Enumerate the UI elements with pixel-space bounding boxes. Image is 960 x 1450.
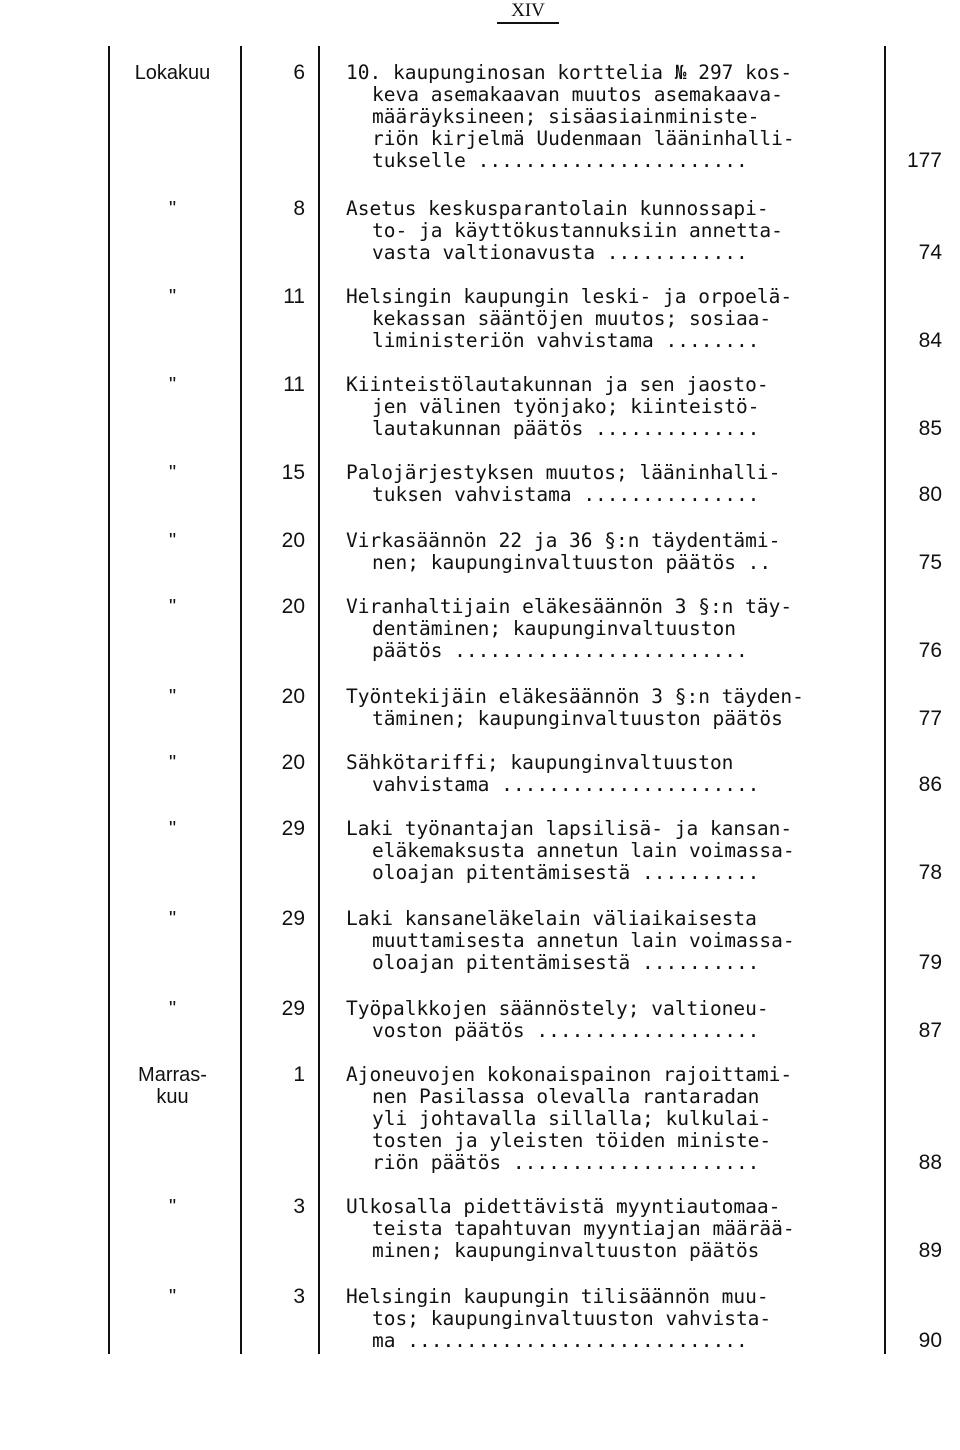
entry-line: Palojärjestyksen muutos; lääninhalli-	[346, 461, 781, 484]
entry-line: täminen; kaupunginvaltuuston päätös	[372, 707, 783, 730]
entry-text	[346, 1064, 876, 1174]
entry-month: "	[168, 686, 177, 708]
entry-line: vasta valtionavusta ............	[372, 241, 748, 264]
entry-day: 8	[293, 197, 305, 220]
entry-line: dentäminen; kaupunginvaltuuston	[372, 617, 736, 640]
entry-text	[346, 1286, 876, 1352]
entry-page-number: 80	[918, 483, 942, 506]
entry-page-number: 78	[918, 861, 942, 884]
entry-line: Työntekijäin eläkesäännön 3 §:n täyden-	[346, 685, 804, 708]
entry-month: Marras- kuu	[138, 1064, 207, 1108]
entry-month: "	[168, 374, 177, 396]
entry-line: yli johtavalla sillalla; kulkulai-	[372, 1107, 772, 1130]
entry-line: Helsingin kaupungin leski- ja orpoelä-	[346, 285, 793, 308]
entry-day: 11	[283, 373, 305, 396]
entry-page-number: 85	[918, 417, 942, 440]
entry-day: 20	[281, 751, 305, 774]
entry-line: vahvistama ......................	[372, 773, 760, 796]
entry-page-number: 75	[918, 551, 942, 574]
entry-text	[346, 462, 876, 506]
entry-page-number: 177	[906, 149, 942, 172]
entry-text	[346, 752, 876, 796]
entry-day: 29	[281, 907, 305, 930]
entry-month: "	[168, 462, 177, 484]
entry-month: Lokakuu	[134, 62, 211, 84]
entry-line: Ajoneuvojen kokonaispainon rajoittami-	[346, 1063, 793, 1086]
entry-line: Viranhaltijain eläkesäännön 3 §:n täy-	[346, 595, 793, 618]
entry-day: 1	[293, 1063, 305, 1086]
entry-line: lautakunnan päätös ..............	[372, 417, 760, 440]
day-entry-divider	[318, 46, 320, 1354]
entry-month: "	[168, 596, 177, 618]
entry-line: päätös .........................	[372, 639, 748, 662]
entry-text	[346, 686, 876, 730]
entry-page-number: 84	[918, 329, 942, 352]
entry-text	[346, 908, 876, 974]
entry-line: Laki kansaneläkelain väliaikaisesta	[346, 907, 757, 930]
entry-page-number: 87	[918, 1019, 942, 1042]
entry-line: riön päätös .....................	[372, 1151, 760, 1174]
entry-line: määräyksineen; sisäasiainministe-	[372, 105, 760, 128]
entry-text	[346, 198, 876, 264]
entry-text	[346, 1196, 876, 1262]
entry-text	[346, 818, 876, 884]
entry-line: tosten ja yleisten töiden ministe-	[372, 1129, 772, 1152]
entry-day: 29	[281, 817, 305, 840]
entry-text	[346, 62, 876, 172]
entry-day: 11	[283, 285, 305, 308]
entry-month: "	[168, 998, 177, 1020]
entry-text	[346, 286, 876, 352]
entry-line: to- ja käyttökustannuksiin annetta-	[372, 219, 783, 242]
entry-line: Virkasäännön 22 ja 36 §:n täydentämi-	[346, 529, 781, 552]
entry-line: keva asemakaavan muutos asemakaava-	[372, 83, 783, 106]
entry-month: "	[168, 530, 177, 552]
entry-line: tuksen vahvistama ...............	[372, 483, 760, 506]
entry-month: "	[168, 1286, 177, 1308]
entry-line: Sähkötariffi; kaupunginvaltuuston	[346, 751, 734, 774]
entry-page-divider	[884, 46, 886, 1354]
entry-line: teista tapahtuvan myyntiajan määrää-	[372, 1217, 795, 1240]
entry-day: 15	[281, 461, 305, 484]
entry-day: 3	[293, 1285, 305, 1308]
entry-page-number: 74	[918, 241, 942, 264]
entry-month: "	[168, 908, 177, 930]
entry-line: Ulkosalla pidettävistä myyntiautomaa-	[346, 1195, 781, 1218]
entry-month: "	[168, 286, 177, 308]
entry-page-number: 89	[918, 1239, 942, 1262]
entry-line: Asetus keskusparantolain kunnossapi-	[346, 197, 769, 220]
entry-line: voston päätös ...................	[372, 1019, 760, 1042]
entry-line: Työpalkkojen säännöstely; valtioneu-	[346, 997, 769, 1020]
entry-page-number: 88	[918, 1151, 942, 1174]
entry-line: Laki työnantajan lapsilisä- ja kansan-	[346, 817, 793, 840]
entry-line: liministeriön vahvistama ........	[372, 329, 760, 352]
entry-month: "	[168, 1196, 177, 1218]
roman-page-number: XIV	[497, 0, 559, 24]
entry-line: tos; kaupunginvaltuuston vahvista-	[372, 1307, 772, 1330]
entry-day: 6	[293, 61, 305, 84]
entry-line: minen; kaupunginvaltuuston päätös	[372, 1239, 760, 1262]
month-day-divider	[240, 46, 242, 1354]
entry-line: riön kirjelmä Uudenmaan lääninhalli-	[372, 127, 795, 150]
entry-line: Helsingin kaupungin tilisäännön muu-	[346, 1285, 769, 1308]
entry-page-number: 90	[918, 1329, 942, 1352]
entry-month: "	[168, 198, 177, 220]
entry-line: nen Pasilassa olevalla rantaradan	[372, 1085, 760, 1108]
entry-line: 10. kaupunginosan korttelia № 297 kos-	[346, 61, 793, 84]
entry-page-number: 77	[918, 707, 942, 730]
entry-line: ma .............................	[372, 1329, 748, 1352]
entry-day: 20	[281, 595, 305, 618]
entry-page-number: 76	[918, 639, 942, 662]
entry-line: kekassan sääntöjen muutos; sosiaa-	[372, 307, 772, 330]
entry-text	[346, 596, 876, 662]
entry-page-number: 79	[918, 951, 942, 974]
entry-line: oloajan pitentämisestä ..........	[372, 951, 760, 974]
entry-text	[346, 530, 876, 574]
entry-line: oloajan pitentämisestä ..........	[372, 861, 760, 884]
entry-line: jen välinen työnjako; kiinteistö-	[372, 395, 760, 418]
entry-day: 29	[281, 997, 305, 1020]
entry-line: tukselle .......................	[372, 149, 748, 172]
entry-month: "	[168, 818, 177, 840]
entry-text	[346, 374, 876, 440]
entry-line: Kiinteistölautakunnan ja sen jaosto-	[346, 373, 769, 396]
entry-day: 20	[281, 529, 305, 552]
entry-text	[346, 998, 876, 1042]
entry-line: nen; kaupunginvaltuuston päätös ..	[372, 551, 772, 574]
entry-line: muuttamisesta annetun lain voimassa-	[372, 929, 795, 952]
entry-month: "	[168, 752, 177, 774]
entry-page-number: 86	[918, 773, 942, 796]
entry-day: 3	[293, 1195, 305, 1218]
entry-day: 20	[281, 685, 305, 708]
entry-line: eläkemaksusta annetun lain voimassa-	[372, 839, 795, 862]
